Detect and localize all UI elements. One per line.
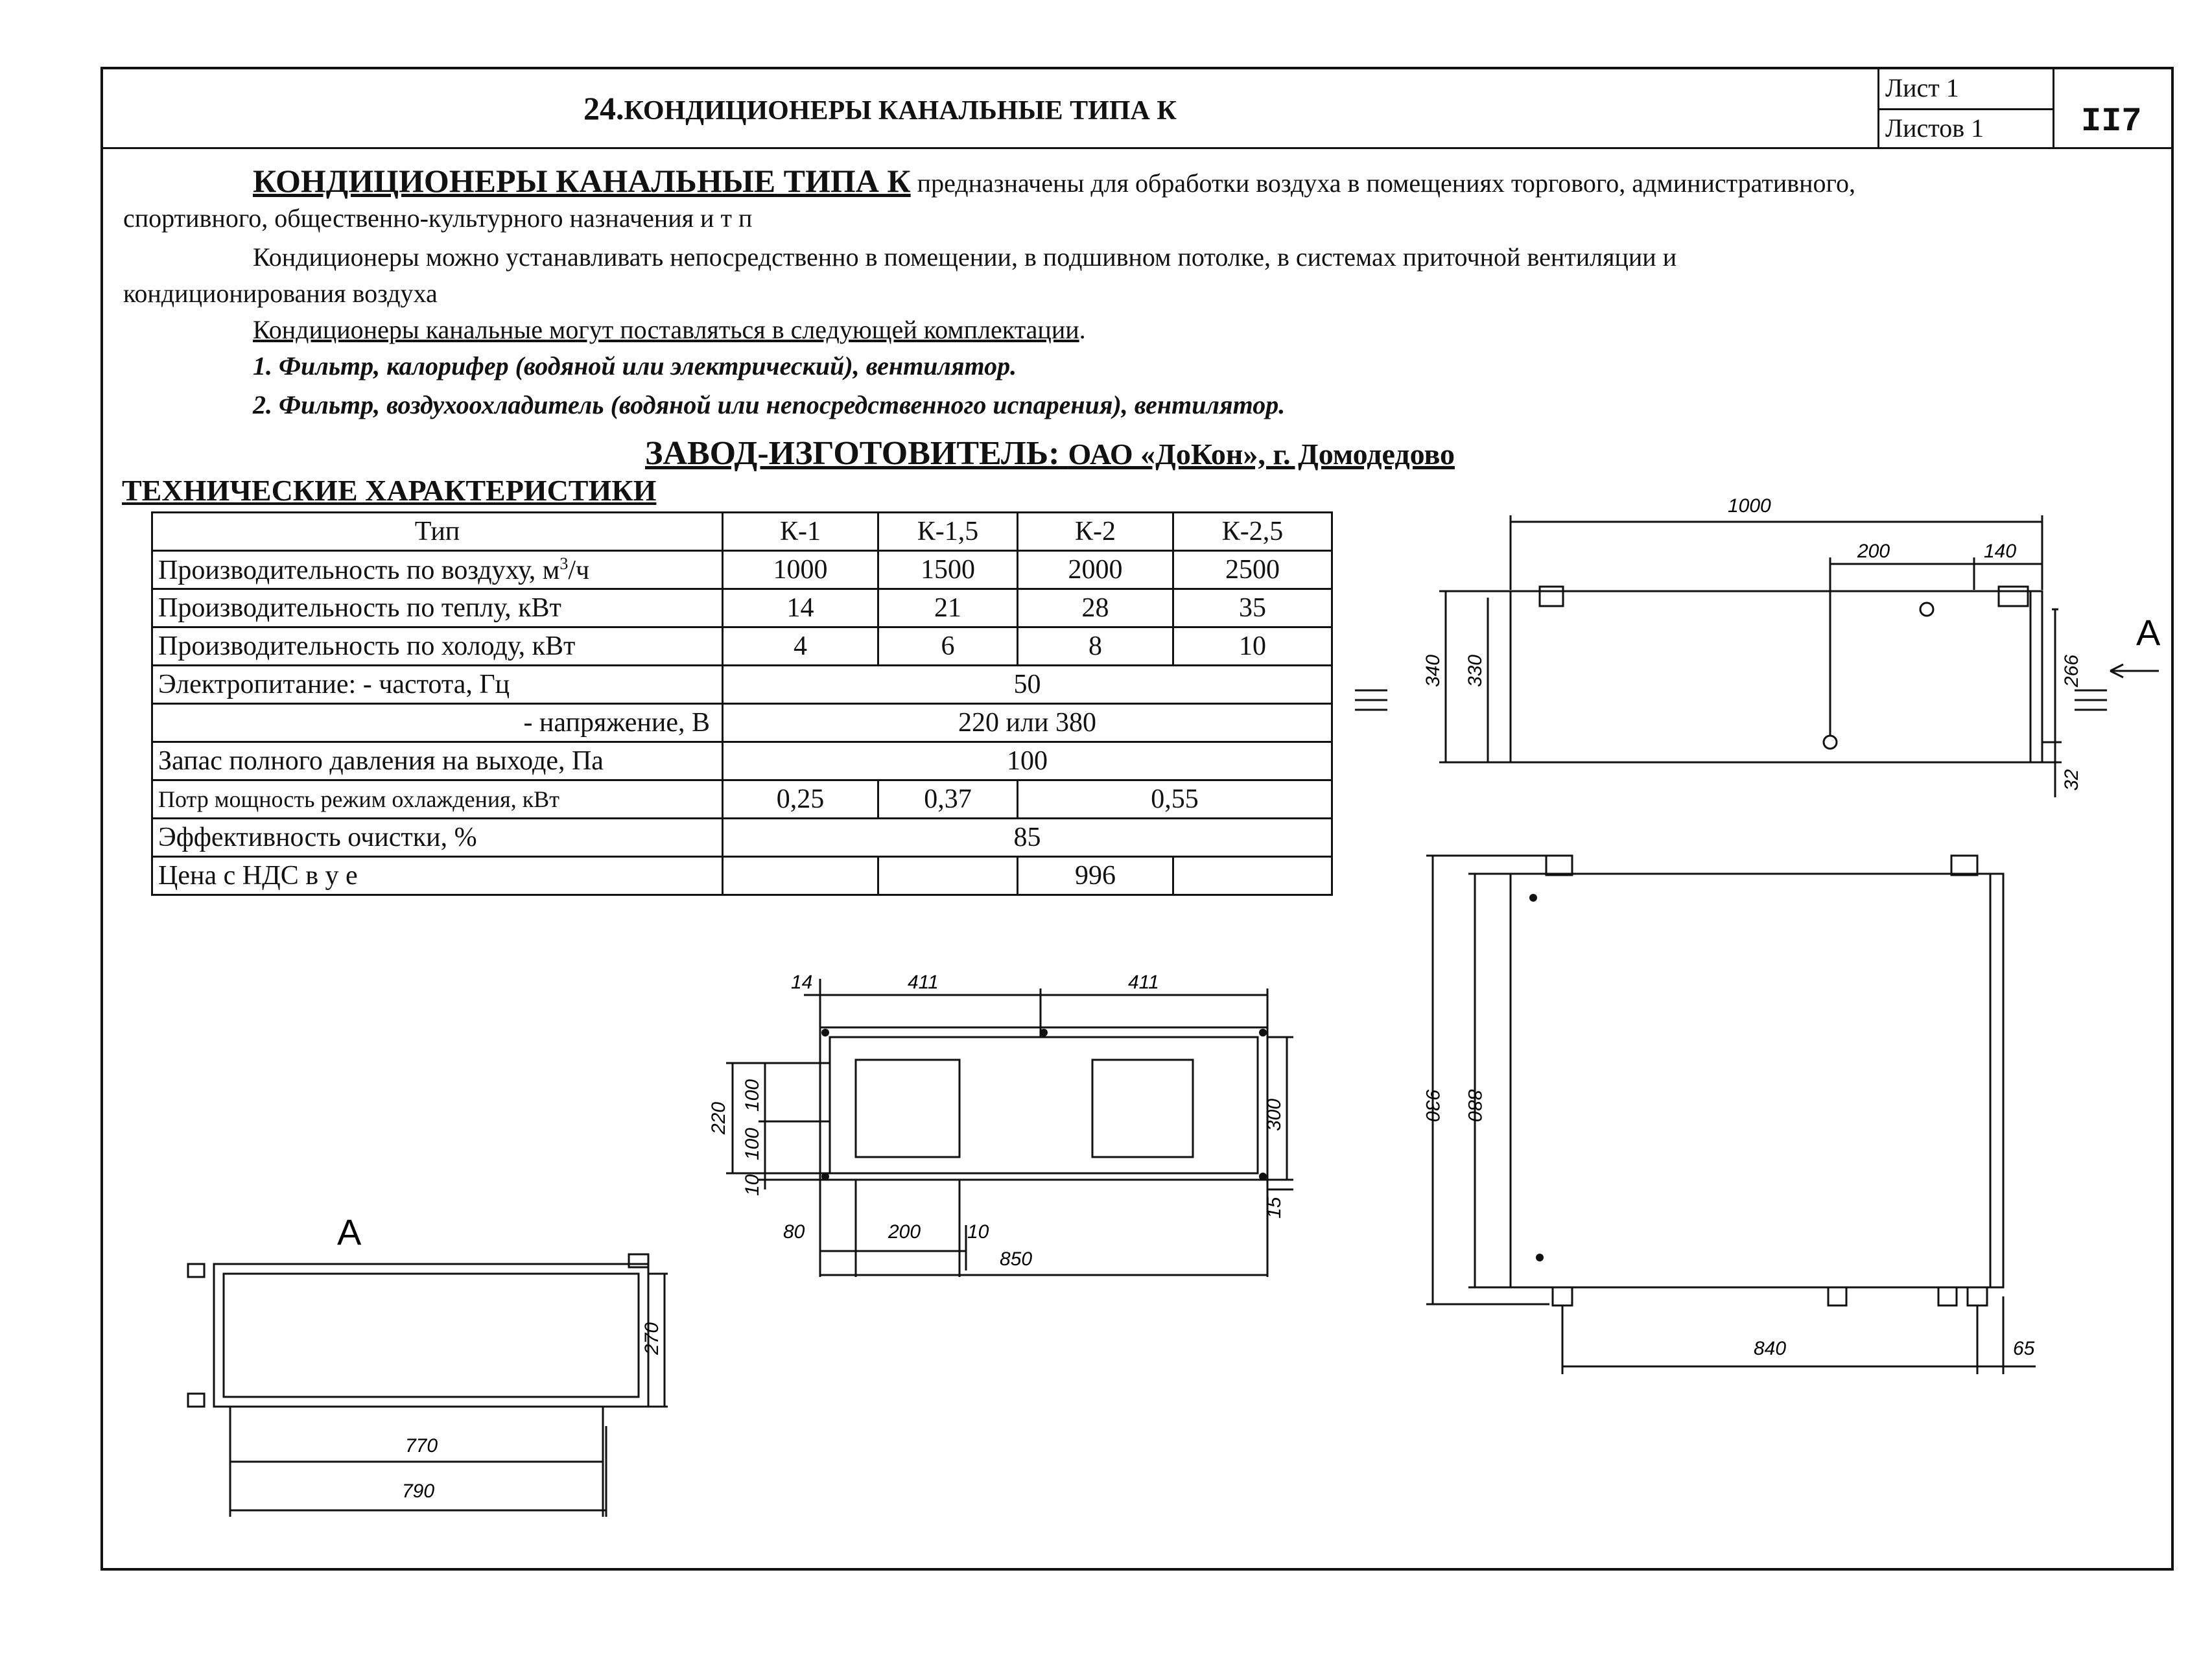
table-cell: 100: [723, 742, 1332, 780]
cool-label: Производительность по холоду, кВт: [152, 627, 723, 666]
table-row: [152, 666, 1332, 704]
table-cell: 10: [1173, 627, 1332, 666]
mount-point: [1259, 1029, 1267, 1036]
pressure-label: Запас полного давления на выходе, Па: [152, 742, 723, 780]
table-cell: 35: [1173, 589, 1332, 627]
table-cell: 85: [723, 819, 1332, 857]
intro-lead-rest: предназначены для обработки воздуха в помещениях торгового, административного,: [910, 169, 1855, 198]
dim-label: 200: [888, 1221, 921, 1243]
dim-label: 770: [405, 1435, 438, 1457]
dim-label: 790: [402, 1481, 435, 1502]
config-option-1: 1. Фильтр, калорифер (водяной или электрический), вентилятор.: [253, 351, 1017, 380]
airflow-unit: /ч: [568, 555, 590, 585]
airflow-unit-sup: 3: [559, 554, 569, 573]
dim-label: 10: [742, 1174, 763, 1196]
table-cell: 8: [1018, 627, 1173, 666]
config-option-2: 2. Фильтр, воздухоохладитель (водяной или непосредственного испарения), вентилятор.: [253, 390, 1286, 419]
mount-point: [821, 1173, 829, 1180]
freq-label: Электропитание: - частота, Гц: [152, 666, 723, 704]
table-row: [152, 513, 1332, 551]
table-cell: 0,37: [878, 780, 1018, 819]
table-cell: 50: [723, 666, 1332, 704]
dim-label: 200: [1857, 541, 1890, 562]
model-header: К-2,5: [1173, 513, 1332, 551]
table-row: [152, 857, 1332, 895]
table-row: [152, 742, 1332, 780]
dim-label: 266: [2061, 654, 2082, 687]
table-cell: [878, 857, 1018, 895]
dim-label: 300: [1264, 1098, 1285, 1131]
model-header: К-1,5: [878, 513, 1018, 551]
efficiency-label: Эффективность очистки, %: [152, 819, 723, 857]
dim-label: 270: [641, 1322, 663, 1355]
install-line-1: Кондиционеры можно устанавливать непосредственно в помещении, в подшивном потолке, в системах приточной вентиляции и: [253, 242, 1677, 272]
intro-lead-bold: КОНДИЦИОНЕРЫ КАНАЛЬНЫЕ ТИПА К: [253, 163, 911, 199]
header-cell-divider: [1877, 108, 2053, 110]
sheets-count-label: Листов 1: [1885, 113, 1984, 143]
dim-label: 14: [791, 972, 813, 993]
table-cell: 21: [878, 589, 1018, 627]
dim-label: 850: [1000, 1248, 1033, 1270]
table-cell: 996: [1018, 857, 1173, 895]
drawing-top-view: [1348, 493, 2191, 817]
dim-label: 411: [1128, 972, 1159, 993]
dim-label: 220: [708, 1101, 729, 1134]
table-cell: 2000: [1018, 551, 1173, 589]
table-row: [152, 627, 1332, 666]
section-title: КОНДИЦИОНЕРЫ КАНАЛЬНЫЕ ТИПА К: [624, 96, 1177, 126]
table-cell: 2500: [1173, 551, 1332, 589]
mount-point: [1529, 894, 1537, 902]
table-row: [152, 551, 1332, 589]
dim-label: 65: [2013, 1338, 2035, 1359]
manufacturer-label: ЗАВОД-ИЗГОТОВИТЕЛЬ:: [645, 435, 1060, 472]
config-heading: [253, 311, 1086, 349]
drawing-view-a: [175, 1206, 694, 1543]
table-cell: 0,55: [1018, 780, 1332, 819]
drawing-plan-view: [1381, 843, 2159, 1400]
table-cell: 1500: [878, 551, 1018, 589]
dim-label: 10: [967, 1221, 989, 1243]
manufacturer-name: ОАО «ДоКон», г. Домодедово: [1068, 438, 1455, 471]
table-row: [152, 819, 1332, 857]
table-cell: 0,25: [723, 780, 878, 819]
dim-label: 330: [1465, 654, 1486, 687]
section-number: 24.: [583, 90, 624, 126]
dim-label: 880: [1464, 1089, 1485, 1122]
voltage-label: - напряжение, В: [152, 704, 723, 742]
mount-point: [1259, 1173, 1267, 1180]
intro-line-1: [253, 162, 1855, 202]
header-cell-divider: [2053, 69, 2054, 147]
dim-label: 930: [1422, 1089, 1443, 1122]
specs-table: [151, 511, 1333, 896]
dim-label: 411: [908, 972, 939, 993]
table-cell: 14: [723, 589, 878, 627]
table-row: [152, 780, 1332, 819]
table-cell: 1000: [723, 551, 878, 589]
power-label: Потр мощность режим охлаждения, кВт: [152, 780, 723, 819]
table-cell: [1173, 857, 1332, 895]
table-cell: 220 или 380: [723, 704, 1332, 742]
dim-label: 100: [742, 1079, 763, 1112]
airflow-label: [152, 551, 723, 589]
dim-label: 140: [1984, 541, 2017, 562]
model-header: К-1: [723, 513, 878, 551]
dim-label: 100: [742, 1127, 763, 1160]
dim-label: 840: [1754, 1338, 1787, 1359]
page-title: [583, 89, 1177, 127]
model-header: К-2: [1018, 513, 1173, 551]
view-a-marker: A: [2136, 612, 2161, 653]
sheet-label: Лист 1: [1885, 73, 1959, 102]
dim-label: 15: [1264, 1197, 1285, 1219]
header-cell-type: Тип: [152, 513, 723, 551]
install-line-2: кондиционирования воздуха: [123, 279, 438, 308]
dim-label: 32: [2061, 769, 2082, 791]
table-cell: [723, 857, 878, 895]
specs-title: ТЕХНИЧЕСКИЕ ХАРАКТЕРИСТИКИ: [122, 474, 657, 507]
mount-point: [821, 1029, 829, 1036]
dim-label: 80: [783, 1221, 805, 1243]
price-label: Цена с НДС в у е: [152, 857, 723, 895]
dim-label: 1000: [1728, 495, 1771, 517]
config-heading-text: Кондиционеры канальные могут поставляться в следующей комплектации: [253, 315, 1079, 344]
airflow-label-text: Производительность по воздуху, м: [158, 555, 560, 585]
heat-label: Производительность по теплу, кВт: [152, 589, 723, 627]
intro-line-2: спортивного, общественно-культурного назначения и т п: [123, 204, 753, 233]
config-heading-end: .: [1079, 315, 1086, 344]
table-row: [152, 589, 1332, 627]
page-number: II7: [2081, 102, 2142, 141]
header-divider: [103, 147, 2171, 149]
mount-point: [1040, 1029, 1048, 1036]
mount-point: [1536, 1254, 1544, 1261]
table-row: [152, 704, 1332, 742]
table-cell: 4: [723, 627, 878, 666]
dim-label: 340: [1422, 654, 1444, 687]
drawing-front-view: [700, 966, 1323, 1303]
view-a-label: A: [337, 1211, 362, 1252]
table-cell: 6: [878, 627, 1018, 666]
manufacturer-line: [645, 434, 1455, 473]
table-cell: 28: [1018, 589, 1173, 627]
